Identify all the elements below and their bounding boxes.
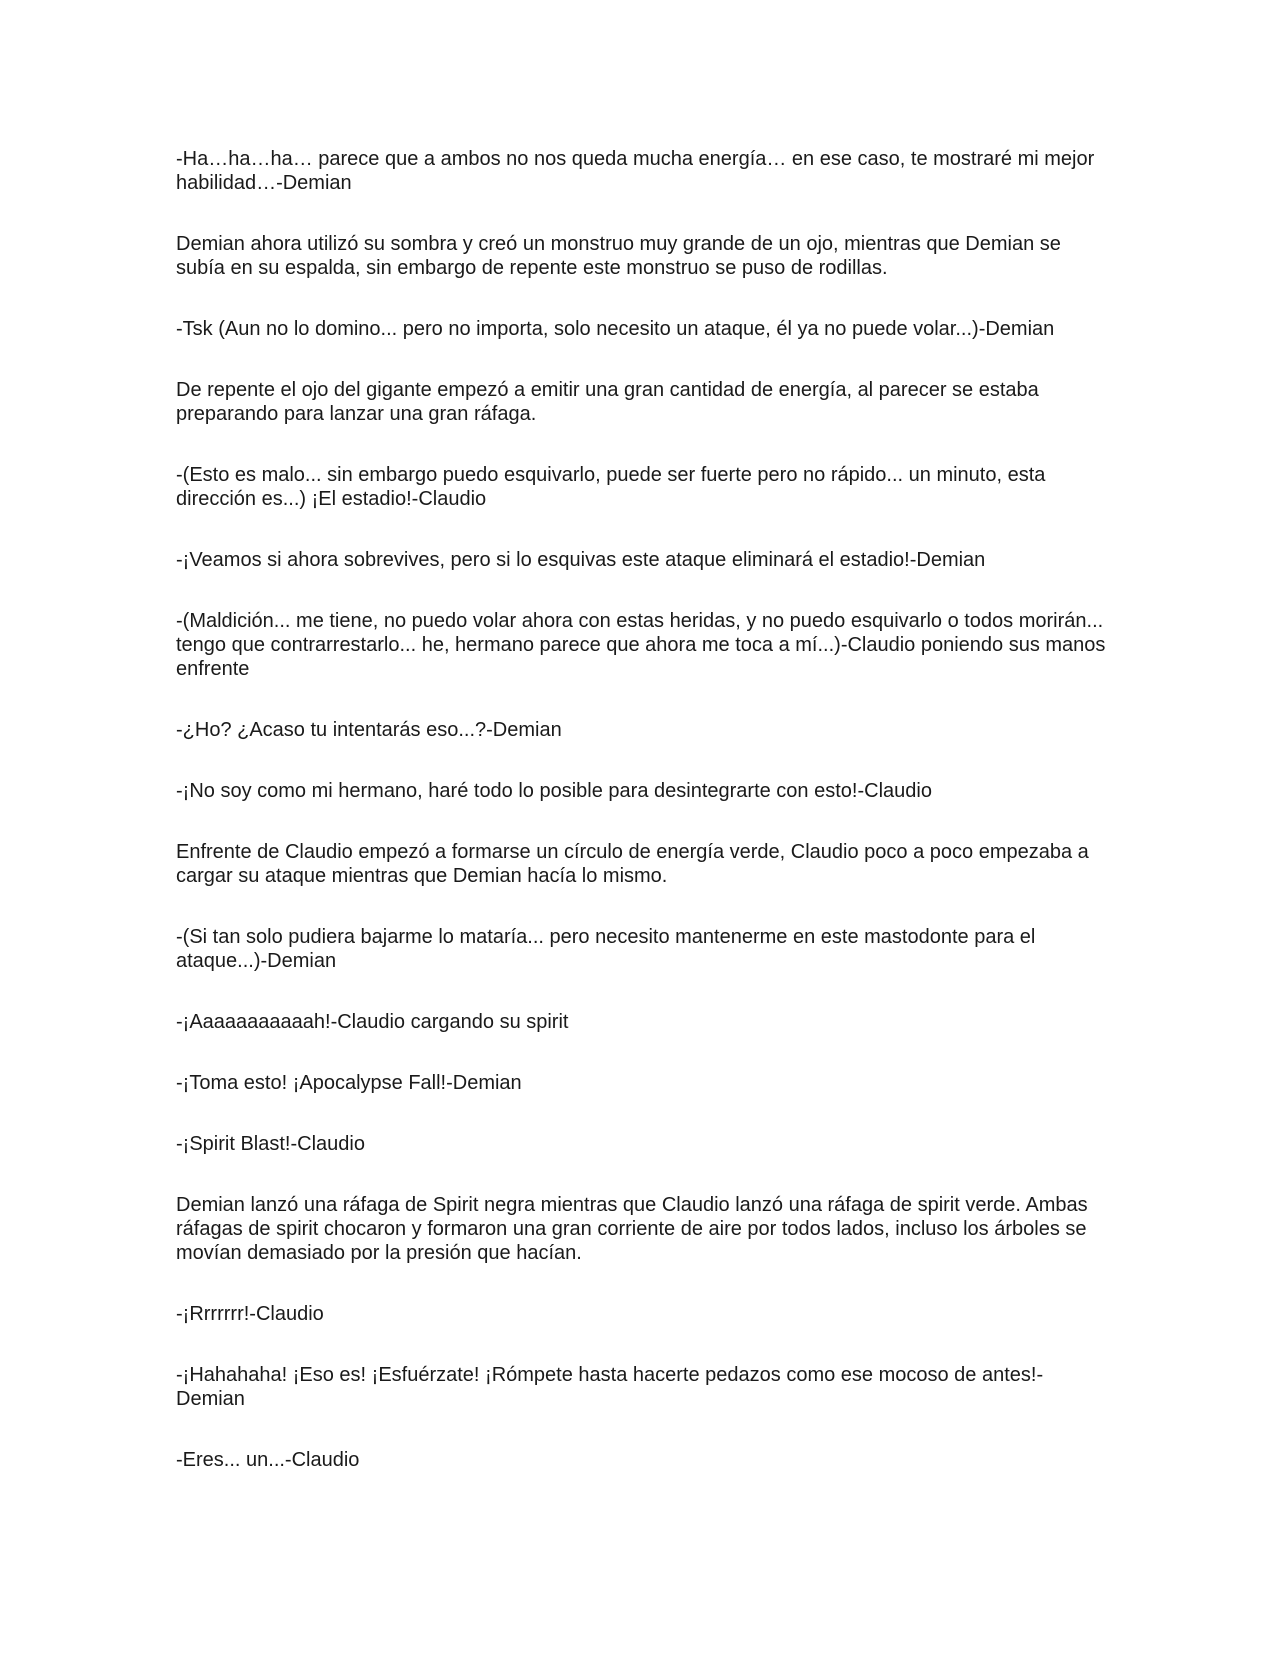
paragraph-7: -(Maldición... me tiene, no puedo volar ahora con estas heridas, y no puedo esquivarlo o todos morirán... tengo que contrarrestarlo... he, hermano parece que ahora me toca a mí...)-Claudio poniendo sus manos enfrente xyxy=(176,610,1106,680)
document-page xyxy=(176,147,1106,1509)
paragraph-15: Demian lanzó una ráfaga de Spirit negra mientras que Claudio lanzó una ráfaga de spirit verde. Ambas ráfagas de spirit chocaron y formaron una gran corriente de aire por todos lados, incluso los árboles se movían demasiado por la presión que hacían. xyxy=(176,1194,1088,1264)
paragraph-14: -¡Spirit Blast!-Claudio xyxy=(176,1133,365,1155)
paragraph-16: -¡Rrrrrrr!-Claudio xyxy=(176,1303,324,1325)
paragraph-17: -¡Hahahaha! ¡Eso es! ¡Esfuérzate! ¡Rómpete hasta hacerte pedazos como ese mocoso de antes!-Demian xyxy=(176,1364,1044,1410)
paragraph-11: -(Si tan solo pudiera bajarme lo mataría... pero necesito mantenerme en este mastodonte para el ataque...)-Demian xyxy=(176,926,1036,972)
paragraph-8: -¿Ho? ¿Acaso tu intentarás eso...?-Demian xyxy=(176,719,562,741)
paragraph-6: -¡Veamos si ahora sobrevives, pero si lo esquivas este ataque eliminará el estadio!-Demian xyxy=(176,549,986,571)
paragraph-1: -Ha…ha…ha… parece que a ambos no nos queda mucha energía… en ese caso, te mostraré mi mejor habilidad…-Demian xyxy=(176,148,1095,194)
paragraph-9: -¡No soy como mi hermano, haré todo lo posible para desintegrarte con esto!-Claudio xyxy=(176,780,932,802)
paragraph-5: -(Esto es malo... sin embargo puedo esquivarlo, puede ser fuerte pero no rápido... un minuto, esta dirección es...) ¡El estadio!-Claudio xyxy=(176,464,1046,510)
paragraph-13: -¡Toma esto! ¡Apocalypse Fall!-Demian xyxy=(176,1072,522,1094)
paragraph-10: Enfrente de Claudio empezó a formarse un círculo de energía verde, Claudio poco a poco empezaba a cargar su ataque mientras que Demian hacía lo mismo. xyxy=(176,841,1089,887)
paragraph-4: De repente el ojo del gigante empezó a emitir una gran cantidad de energía, al parecer se estaba preparando para lanzar una gran ráfaga. xyxy=(176,379,1039,425)
paragraph-2: Demian ahora utilizó su sombra y creó un monstruo muy grande de un ojo, mientras que Demian se subía en su espalda, sin embargo de repente este monstruo se puso de rodillas. xyxy=(176,233,1061,279)
paragraph-3: -Tsk (Aun no lo domino... pero no importa, solo necesito un ataque, él ya no puede volar...)-Demian xyxy=(176,318,1055,340)
paragraph-18: -Eres... un...-Claudio xyxy=(176,1449,360,1471)
paragraph-12: -¡Aaaaaaaaaaah!-Claudio cargando su spirit xyxy=(176,1011,569,1033)
